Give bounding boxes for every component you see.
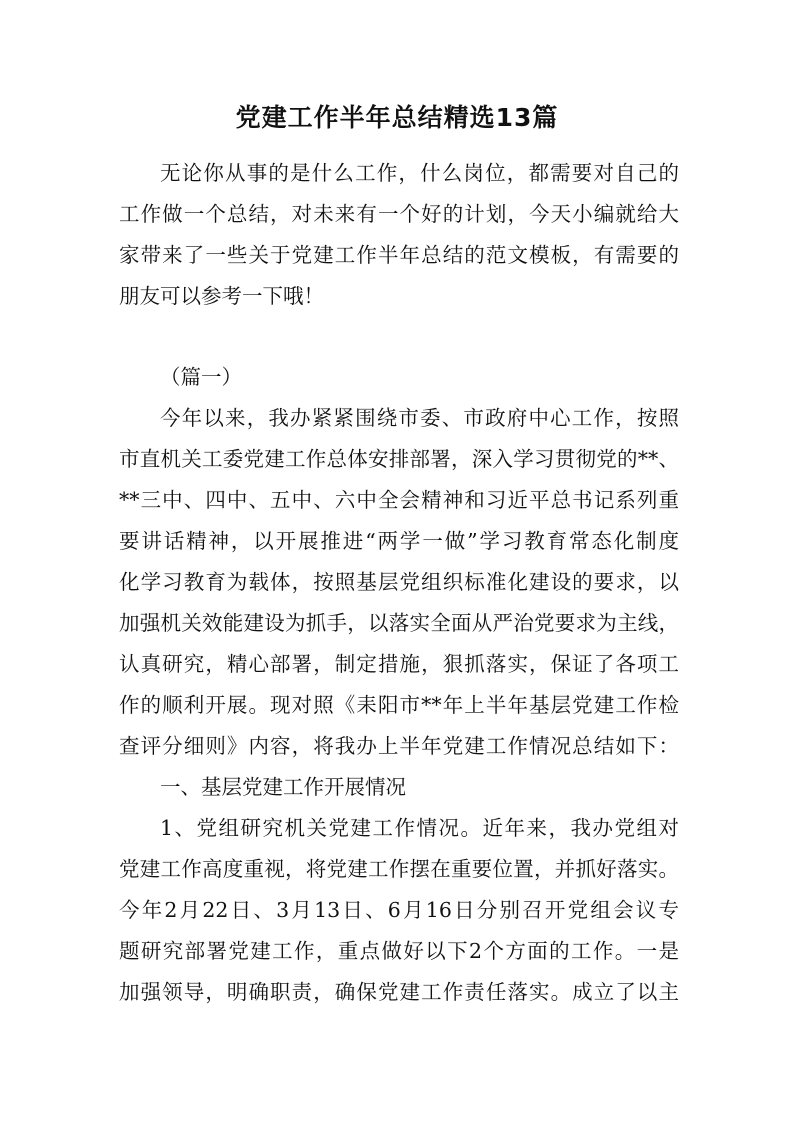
section-label: （篇一） (160, 365, 242, 389)
document-title: 党建工作半年总结精选13篇 (235, 103, 559, 132)
text-line: 无论你从事的是什么工作，什么岗位，都需要对自己的 (160, 161, 679, 185)
text-line: 认真研究，精心部署，制定措施，狠抓落实，保证了各项工 (119, 652, 679, 676)
text-line: 作的顺利开展。现对照《耒阳市**年上半年基层党建工作检 (119, 693, 679, 717)
paragraph-1 (119, 808, 679, 1013)
text-line: 今年2月22日、3月13日、6月16日分别召开党组会议专 (119, 898, 679, 922)
section-heading-block (119, 767, 679, 808)
section-heading: 一、基层党建工作开展情况 (160, 775, 406, 799)
body-paragraph (119, 398, 679, 767)
text-line: 加强机关效能建设为抓手，以落实全面从严治党要求为主线， (119, 611, 679, 635)
text-line: 要讲话精神，以开展推进“两学一做”学习教育常态化制度 (119, 529, 679, 553)
text-line: 今年以来，我办紧紧围绕市委、市政府中心工作，按照 (160, 406, 679, 430)
text-line: 家带来了一些关于党建工作半年总结的范文模板，有需要的 (119, 243, 679, 267)
text-line: 1、党组研究机关党建工作情况。近年来，我办党组对 (160, 816, 679, 840)
text-line: 化学习教育为载体，按照基层党组织标准化建设的要求，以 (119, 570, 679, 594)
text-line: 党建工作高度重视，将党建工作摆在重要位置，并抓好落实。 (119, 857, 679, 881)
text-line: 加强领导，明确职责，确保党建工作责任落实。成立了以主 (119, 980, 679, 1004)
text-line: 题研究部署党建工作，重点做好以下2个方面的工作。一是 (119, 939, 679, 963)
text-line: 朋友可以参考一下哦！ (119, 284, 324, 308)
text-line: **三中、四中、五中、六中全会精神和习近平总书记系列重 (119, 488, 679, 512)
intro-paragraph (119, 153, 679, 317)
text-line: 工作做一个总结，对未来有一个好的计划，今天小编就给大 (119, 202, 679, 226)
text-line: 查评分细则》内容，将我办上半年党建工作情况总结如下： (119, 734, 679, 758)
text-line: 市直机关工委党建工作总体安排部署，深入学习贯彻党的**、 (119, 447, 679, 471)
section-label-block (119, 357, 679, 398)
